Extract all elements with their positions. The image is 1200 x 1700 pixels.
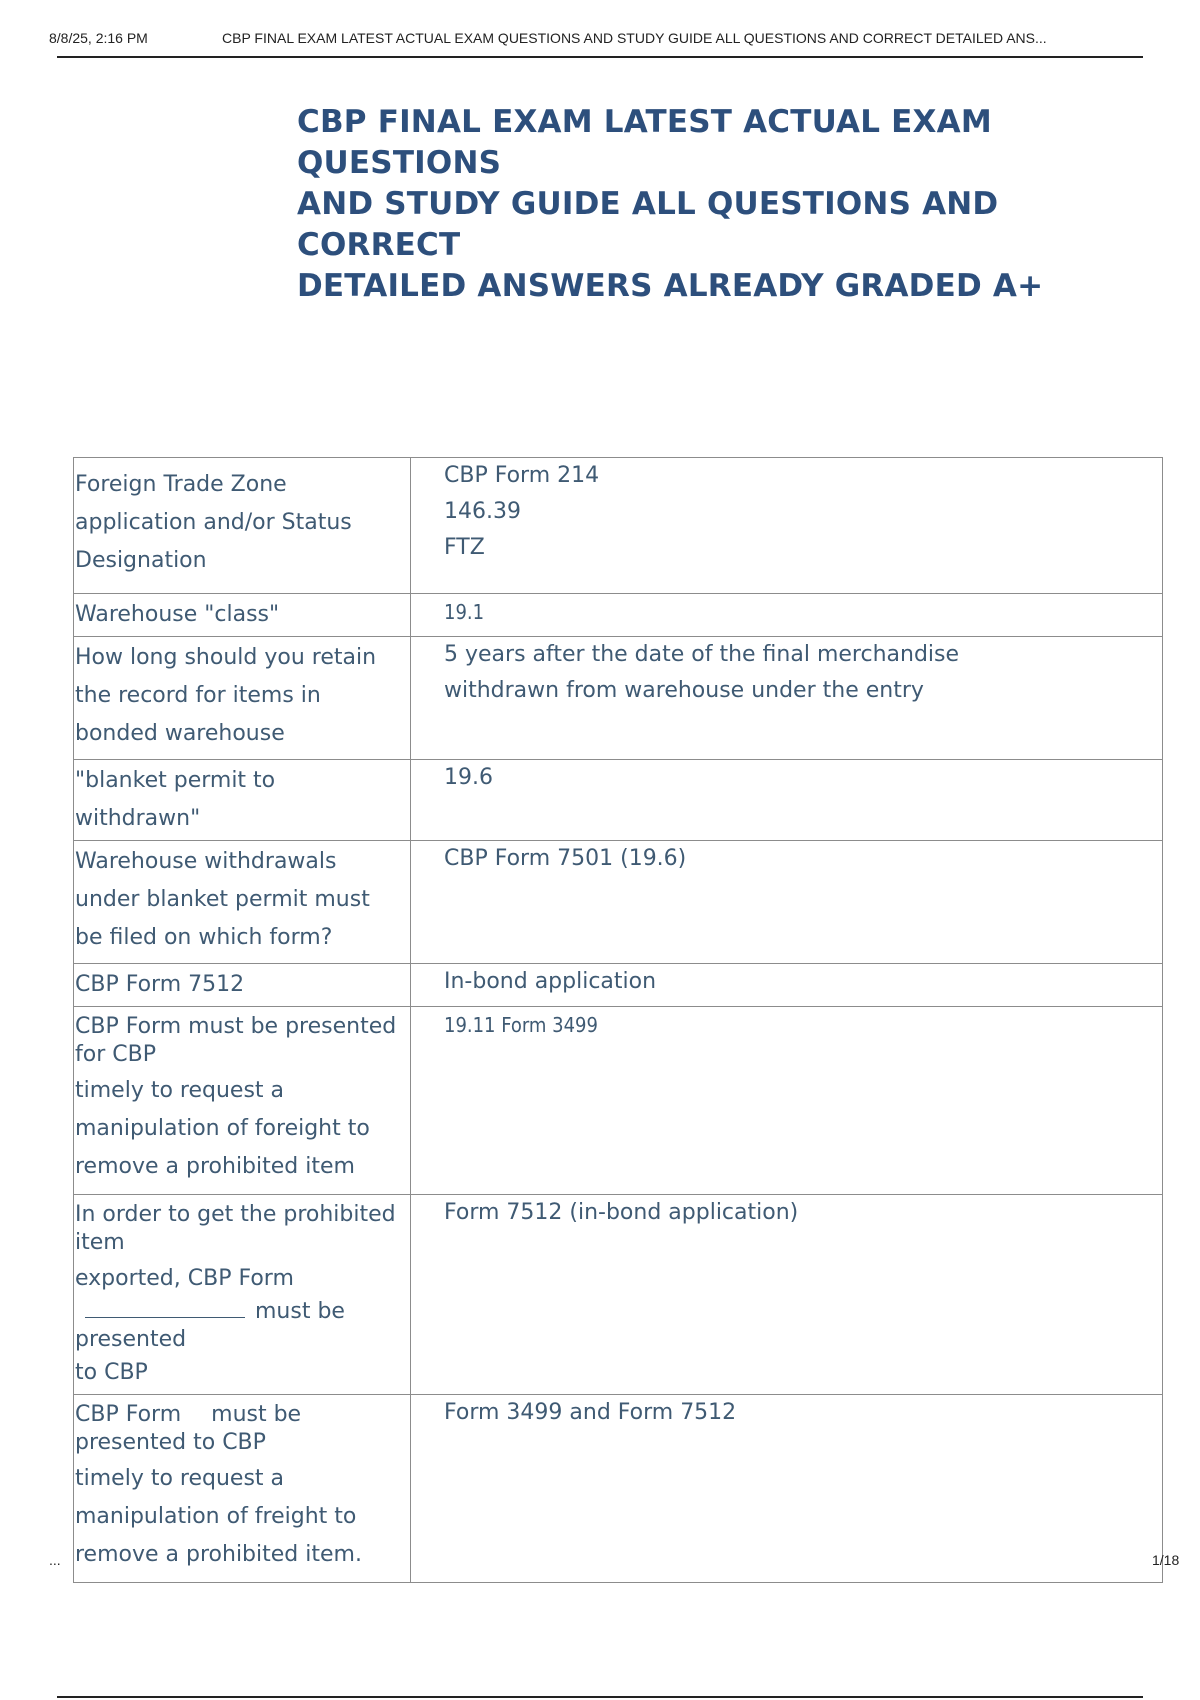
definition-cell <box>411 964 1163 1007</box>
definition-cell <box>411 1195 1163 1395</box>
definition-cell <box>411 841 1163 964</box>
print-doc-title: CBP FINAL EXAM LATEST ACTUAL EXAM QUESTIONS AND STUDY GUIDE ALL QUESTIONS AND CORRECT DETAILED ANS... <box>222 30 1047 46</box>
term-line: application and/or Status <box>75 510 352 535</box>
table-row <box>74 1195 1163 1395</box>
term-line: be filed on which form? <box>75 925 333 950</box>
term-line: remove a prohibited item. <box>75 1542 362 1567</box>
title-line-3: DETAILED ANSWERS ALREADY GRADED A+ <box>297 268 1044 304</box>
term-line: timely to request a <box>75 1466 285 1491</box>
term-line: remove a prohibited item <box>75 1154 355 1179</box>
term-cell <box>74 964 411 1007</box>
term-line: must be <box>255 1299 345 1324</box>
qa-table <box>73 457 1163 1583</box>
print-datetime: 8/8/25, 2:16 PM <box>49 30 148 46</box>
header-rule <box>57 56 1143 58</box>
definition-cell <box>411 760 1163 841</box>
term-line: How long should you retain <box>75 645 377 670</box>
print-footer-url: ... <box>49 1552 61 1568</box>
term-line: for CBP <box>75 1042 156 1067</box>
table-row <box>74 594 1163 637</box>
table-row <box>74 760 1163 841</box>
term-line: must be <box>211 1402 302 1427</box>
term-line: Warehouse "class" <box>75 602 280 627</box>
definition-line: 146.39 <box>444 499 521 524</box>
page-number: 1/18 <box>1152 1552 1180 1568</box>
title-line-2: AND STUDY GUIDE ALL QUESTIONS AND CORRECT <box>297 186 999 263</box>
term-cell <box>74 1395 411 1583</box>
term-line: Foreign Trade Zone <box>75 472 287 497</box>
term-line: under blanket permit must <box>75 887 370 912</box>
term-line: to CBP <box>75 1360 148 1385</box>
definition-line: In-bond application <box>444 969 657 994</box>
term-line: presented to CBP <box>75 1430 266 1455</box>
definition-cell <box>411 458 1163 594</box>
definition-cell <box>411 1395 1163 1583</box>
term-cell <box>74 458 411 594</box>
term-line: In order to get the prohibited <box>75 1202 396 1227</box>
term-line: the record for items in <box>75 683 321 708</box>
definition-cell <box>411 637 1163 760</box>
definition-line: withdrawn from warehouse under the entry <box>444 678 924 703</box>
print-header <box>49 30 1169 50</box>
definition-line: 19.1 <box>444 600 485 624</box>
term-cell <box>74 594 411 637</box>
definition-cell <box>411 1007 1163 1195</box>
definition-cell <box>411 594 1163 637</box>
term-line: timely to request a <box>75 1078 285 1103</box>
term-line: Warehouse withdrawals <box>75 849 337 874</box>
fill-in-blank <box>75 1298 404 1326</box>
blank-underline <box>85 1300 245 1318</box>
table-row <box>74 637 1163 760</box>
definition-line: CBP Form 7501 (19.6) <box>444 846 687 871</box>
term-cell <box>74 760 411 841</box>
term-line: presented <box>75 1327 187 1352</box>
term-line: bonded warehouse <box>75 721 285 746</box>
document-title <box>297 102 1117 307</box>
definition-line: 19.11 Form 3499 <box>444 1013 598 1037</box>
table-row <box>74 458 1163 594</box>
definition-line: FTZ <box>444 535 485 560</box>
term-line: Designation <box>75 548 207 573</box>
term-line: CBP Form 7512 <box>75 972 245 997</box>
term-line: "blanket permit to withdrawn" <box>75 768 276 831</box>
term-cell <box>74 1007 411 1195</box>
term-cell <box>74 841 411 964</box>
footer-rule <box>57 1696 1143 1698</box>
definition-line: Form 7512 (in-bond application) <box>444 1200 799 1225</box>
definition-line: CBP Form 214 <box>444 463 600 488</box>
term-cell <box>74 637 411 760</box>
term-line: exported, CBP Form <box>75 1266 294 1291</box>
term-line: item <box>75 1230 125 1255</box>
definition-line: Form 3499 and Form 7512 <box>444 1400 737 1425</box>
table-row <box>74 1007 1163 1195</box>
table-row <box>74 1395 1163 1583</box>
definition-line: 19.6 <box>444 765 493 790</box>
table-row <box>74 964 1163 1007</box>
title-line-1: CBP FINAL EXAM LATEST ACTUAL EXAM QUESTIONS <box>297 104 992 181</box>
term-line: CBP Form must be presented <box>75 1014 397 1039</box>
term-cell <box>74 1195 411 1395</box>
table-row <box>74 841 1163 964</box>
term-line: CBP Form <box>75 1402 182 1427</box>
term-line: manipulation of freight to <box>75 1504 357 1529</box>
term-form-line <box>75 1397 404 1429</box>
definition-line: 5 years after the date of the final merchandise <box>444 642 960 667</box>
term-line: manipulation of foreight to <box>75 1116 370 1141</box>
